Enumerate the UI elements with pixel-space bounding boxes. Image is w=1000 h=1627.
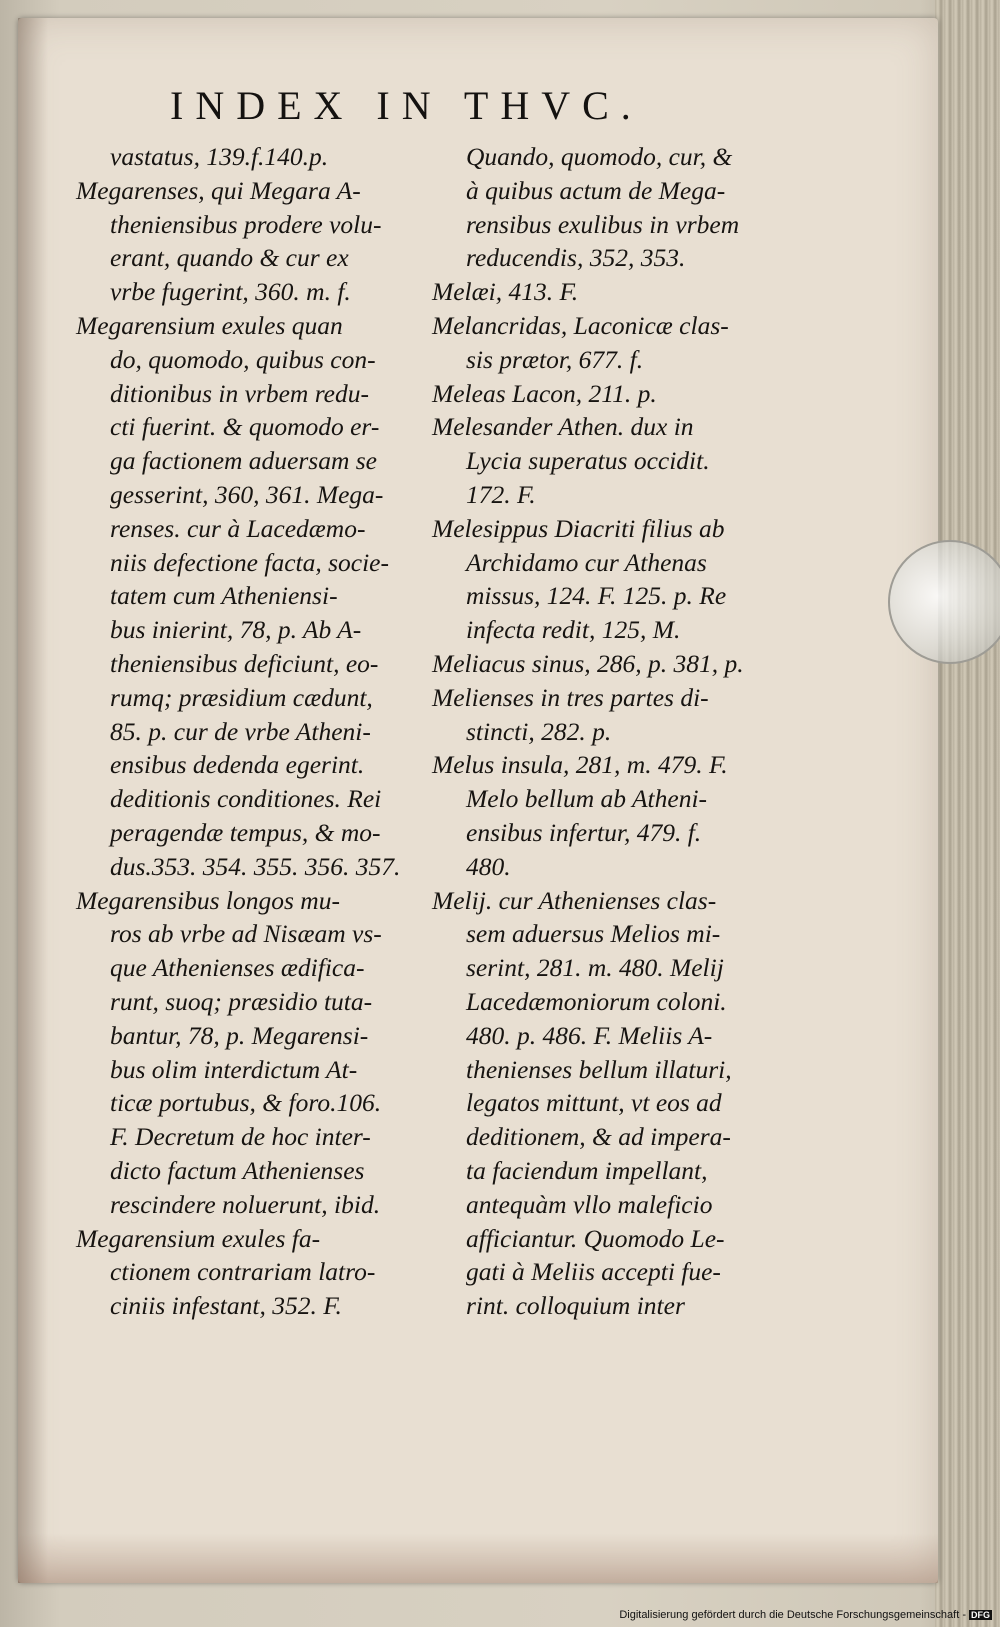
index-line: 85. p. cur de vrbe Atheni- [110,716,371,746]
index-line: Melesippus Diacriti filius ab [432,513,725,543]
index-line: theniensibus deficiunt, eo- [110,648,379,678]
index-line: missus, 124. F. 125. p. Re [466,581,727,611]
index-line: Lacedæmoniorum coloni. [466,986,727,1016]
index-line: peragendæ tempus, & mo- [110,817,381,847]
index-line: ensibus dedenda egerint. [110,750,365,780]
index-column-right [432,140,762,1323]
index-line: ctionem contrariam latro- [110,1257,376,1287]
index-line: Megarensium exules fa- [76,1223,321,1253]
index-line: vastatus, 139.f.140.p. [110,142,329,171]
index-line: Lycia superatus occidit. [466,446,710,476]
index-line: ditionibus in vrbem redu- [110,378,369,408]
page-bottom-stain [18,1533,938,1583]
index-line: ta faciendum impellant, [466,1155,708,1185]
index-line: ros ab vrbe ad Nisæam vs- [110,919,382,949]
index-line: dicto factum Athenienses [110,1155,365,1185]
index-line: rumq; præsidium cædunt, [110,682,373,712]
index-line: Melesander Athen. dux in [432,412,694,442]
index-line: bantur, 78, p. Megarensi- [110,1020,369,1050]
index-line: tatem cum Atheniensi- [110,581,338,611]
index-line: sis prætor, 677. f. [466,344,644,374]
index-line: niis defectione facta, socie- [110,547,389,577]
dfg-logo: DFG [971,1610,990,1620]
running-header: INDEX IN THVC. [170,83,643,128]
index-line: do, quomodo, quibus con- [110,344,376,374]
index-line: Melienses in tres partes di- [432,682,709,712]
page-gutter-shadow [18,18,48,1583]
digitization-credit [619,1609,992,1621]
index-line: Melij. cur Athenienses clas- [432,885,717,915]
index-line: rescindere noluerunt, ibid. [110,1189,381,1219]
index-line: infecta redit, 125, M. [466,615,681,645]
index-line: legatos mittunt, vt eos ad [466,1088,722,1118]
index-line: 172. F. [466,479,536,509]
index-line: à quibus actum de Mega- [466,175,726,205]
index-line: ciniis infestant, 352. F. [110,1291,342,1321]
credit-text: Digitalisierung gefördert durch die Deutsche Forschungsgemeinschaft - [619,1609,966,1621]
index-line: Melo bellum ab Atheni- [466,784,708,814]
index-column-left [76,140,401,1323]
index-line: Megarensium exules quan [76,310,343,340]
index-line: F. Decretum de hoc inter- [110,1122,371,1152]
index-line: Megarensibus longos mu- [76,885,340,915]
index-line: 480. p. 486. F. Meliis A- [466,1020,713,1050]
index-line: Quando, quomodo, cur, & [466,142,733,171]
index-line: afficiantur. Quomodo Le- [466,1223,725,1253]
index-line: stincti, 282. p. [466,716,612,746]
index-line: thenienses bellum illaturi, [466,1054,732,1084]
index-line: bus inierint, 78, p. Ab A- [110,615,362,645]
index-line: reducendis, 352, 353. [466,243,686,273]
index-line: cti fuerint. & quomodo er- [110,412,380,442]
index-line: serint, 281. m. 480. Melij [466,953,724,983]
index-line: 480. [466,851,511,881]
index-line: rint. colloquium inter [466,1291,685,1321]
index-line: theniensibus prodere volu- [110,209,382,239]
index-line: bus olim interdictum At- [110,1054,358,1084]
index-line: gesserint, 360, 361. Mega- [110,479,384,509]
index-line: Meleas Lacon, 211. p. [432,378,657,408]
index-line: ga factionem aduersam se [110,446,378,476]
index-line: runt, suoq; præsidio tuta- [110,986,373,1016]
index-line: ticæ portubus, & foro.106. [110,1088,382,1118]
index-line: antequàm vllo maleficio [466,1189,713,1219]
index-line: que Athenienses ædifica- [110,953,365,983]
index-line: ensibus infertur, 479. f. [466,817,702,847]
index-line: erant, quando & cur ex [110,243,349,273]
book-edge [935,0,1000,1627]
index-line: renses. cur à Lacedæmo- [110,513,366,543]
index-line: Melancridas, Laconicæ clas- [432,310,729,340]
index-line: vrbe fugerint, 360. m. f. [110,277,351,307]
index-line: deditionem, & ad impera- [466,1122,731,1152]
index-line: Megarenses, qui Megara A- [76,175,361,205]
index-line: sem aduersus Melios mi- [466,919,721,949]
index-line: Archidamo cur Athenas [466,547,707,577]
index-line: dus.353. 354. 355. 356. 357. [110,851,401,881]
page-clip [888,540,1000,664]
index-line: Meliacus sinus, 286, p. 381, p. [432,648,744,678]
index-line: Melus insula, 281, m. 479. F. [432,750,728,780]
index-line: Melæi, 413. F. [432,277,579,307]
index-line: deditionis conditiones. Rei [110,784,382,814]
index-line: rensibus exulibus in vrbem [466,209,740,239]
index-line: gati à Meliis accepti fue- [466,1257,721,1287]
